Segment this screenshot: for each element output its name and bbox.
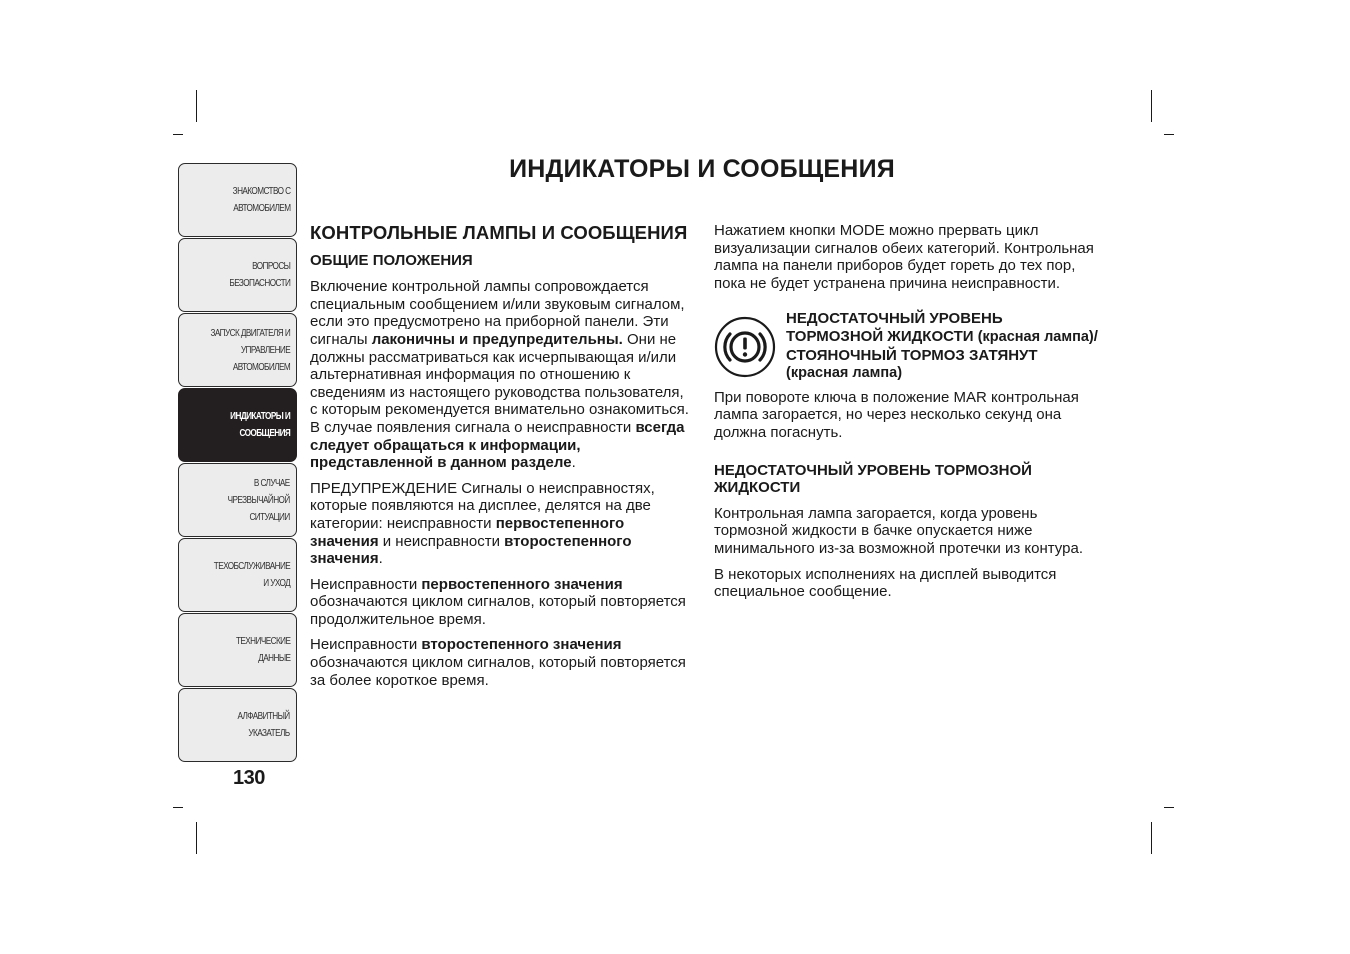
- crop-mark: [1164, 134, 1174, 135]
- chapter-tabs: [178, 163, 297, 763]
- crop-mark: [196, 822, 197, 854]
- tab-technical-data[interactable]: [178, 613, 297, 687]
- paragraph-display-message: В некоторых исполнениях на дисплей выводится специальное сообщение.: [714, 565, 1057, 601]
- tab-starting-driving[interactable]: [178, 313, 297, 387]
- paragraph-general: Включение контрольной лампы сопровождается специальным сообщением и/или звуковым сигналом, если это предусмотрено на приборной панели. Эти сигналы лаконичны и предупредительны. Они не должны рассматриваться как исчерпывающая и/или альтернативная информация по отношению к сведениям из настоящего руководства пользователя, с которым рекомендуется внимательно ознакомиться. В случае появления сигнала о неисправности всегда следует обращаться к информации, представленной в данном разделе.: [310, 278, 689, 472]
- crop-mark: [173, 807, 183, 808]
- paragraph-mode-button: Нажатием кнопки MODE можно прервать цикл визуализации сигналов обеих категорий. Контрольная лампа на панели приборов будет гореть до тех пор, пока не будет устранена причина неисправности.: [714, 222, 1094, 292]
- crop-mark: [1151, 90, 1152, 122]
- page-title: ИНДИКАТОРЫ И СООБЩЕНИЯ: [509, 155, 895, 183]
- tab-maintenance[interactable]: [178, 538, 297, 612]
- crop-mark: [1151, 822, 1152, 854]
- brake-warning-icon: [714, 316, 776, 378]
- tab-label: ЗНАКОМСТВО С АВТОМОБИЛЕМ: [232, 186, 290, 214]
- tab-vehicle-familiarization[interactable]: [178, 163, 297, 237]
- brake-warning-title: НЕДОСТАТОЧНЫЙ УРОВЕНЬ ТОРМОЗНОЙ ЖИДКОСТИ (красная лампа)/СТОЯНОЧНЫЙ ТОРМОЗ ЗАТЯНУТ (красная лампа): [786, 310, 1098, 382]
- right-column: [714, 222, 1098, 609]
- paragraph-secondary-faults: Неисправности второстепенного значения обозначаются циклом сигналов, который повторяется за более короткое время.: [310, 636, 686, 689]
- paragraph-warning-note: ПРЕДУПРЕЖДЕНИЕ Сигналы о неисправностях, которые появляются на дисплее, делятся на две категории: неисправности первостепенного значения и неисправности второстепенного значения.: [310, 479, 655, 568]
- tab-indicators-messages[interactable]: [178, 388, 297, 462]
- tab-label: ТЕХОБСЛУЖИВАНИЕ И УХОД: [213, 561, 290, 589]
- crop-mark: [1164, 807, 1174, 808]
- paragraph-primary-faults: Неисправности первостепенного значения обозначаются циклом сигналов, который повторяется продолжительное время.: [310, 575, 686, 628]
- tab-label: ВОПРОСЫ БЕЗОПАСНОСТИ: [229, 261, 290, 289]
- tab-label: АЛФАВИТНЫЙ УКАЗАТЕЛЬ: [237, 711, 290, 739]
- brake-fluid-heading: НЕДОСТАТОЧНЫЙ УРОВЕНЬ ТОРМОЗНОЙ ЖИДКОСТИ: [714, 461, 1032, 497]
- paragraph-brake-fluid: Контрольная лампа загорается, когда уровень тормозной жидкости в бачке опускается ниже минимального из-за возможной протечки из контура.: [714, 504, 1083, 557]
- section-title: КОНТРОЛЬНЫЕ ЛАМПЫ И СООБЩЕНИЯ: [310, 222, 688, 243]
- tab-label: ЗАПУСК ДВИГАТЕЛЯ И УПРАВЛЕНИЕ АВТОМОБИЛЕМ: [210, 327, 290, 373]
- tab-label: В СЛУЧАЕ ЧРЕЗВЫЧАЙНОЙ СИТУАЦИИ: [227, 477, 290, 523]
- tab-label: ТЕХНИЧЕСКИЕ ДАННЫЕ: [235, 636, 290, 664]
- tab-alphabetical-index[interactable]: [178, 688, 297, 762]
- crop-mark: [196, 90, 197, 122]
- tab-label: ИНДИКАТОРЫ И СООБЩЕНИЯ: [229, 411, 290, 439]
- page-number: 130: [233, 767, 265, 789]
- subsection-title: ОБЩИЕ ПОЛОЖЕНИЯ: [310, 251, 473, 269]
- paragraph-key-mar: При повороте ключа в положение MAR контрольная лампа загорается, но через несколько секунд она должна погаснуть.: [714, 388, 1079, 441]
- left-column: [310, 222, 695, 697]
- tab-emergency[interactable]: [178, 463, 297, 537]
- brake-warning-block: [714, 310, 1098, 382]
- crop-mark: [173, 134, 183, 135]
- tab-safety[interactable]: [178, 238, 297, 312]
